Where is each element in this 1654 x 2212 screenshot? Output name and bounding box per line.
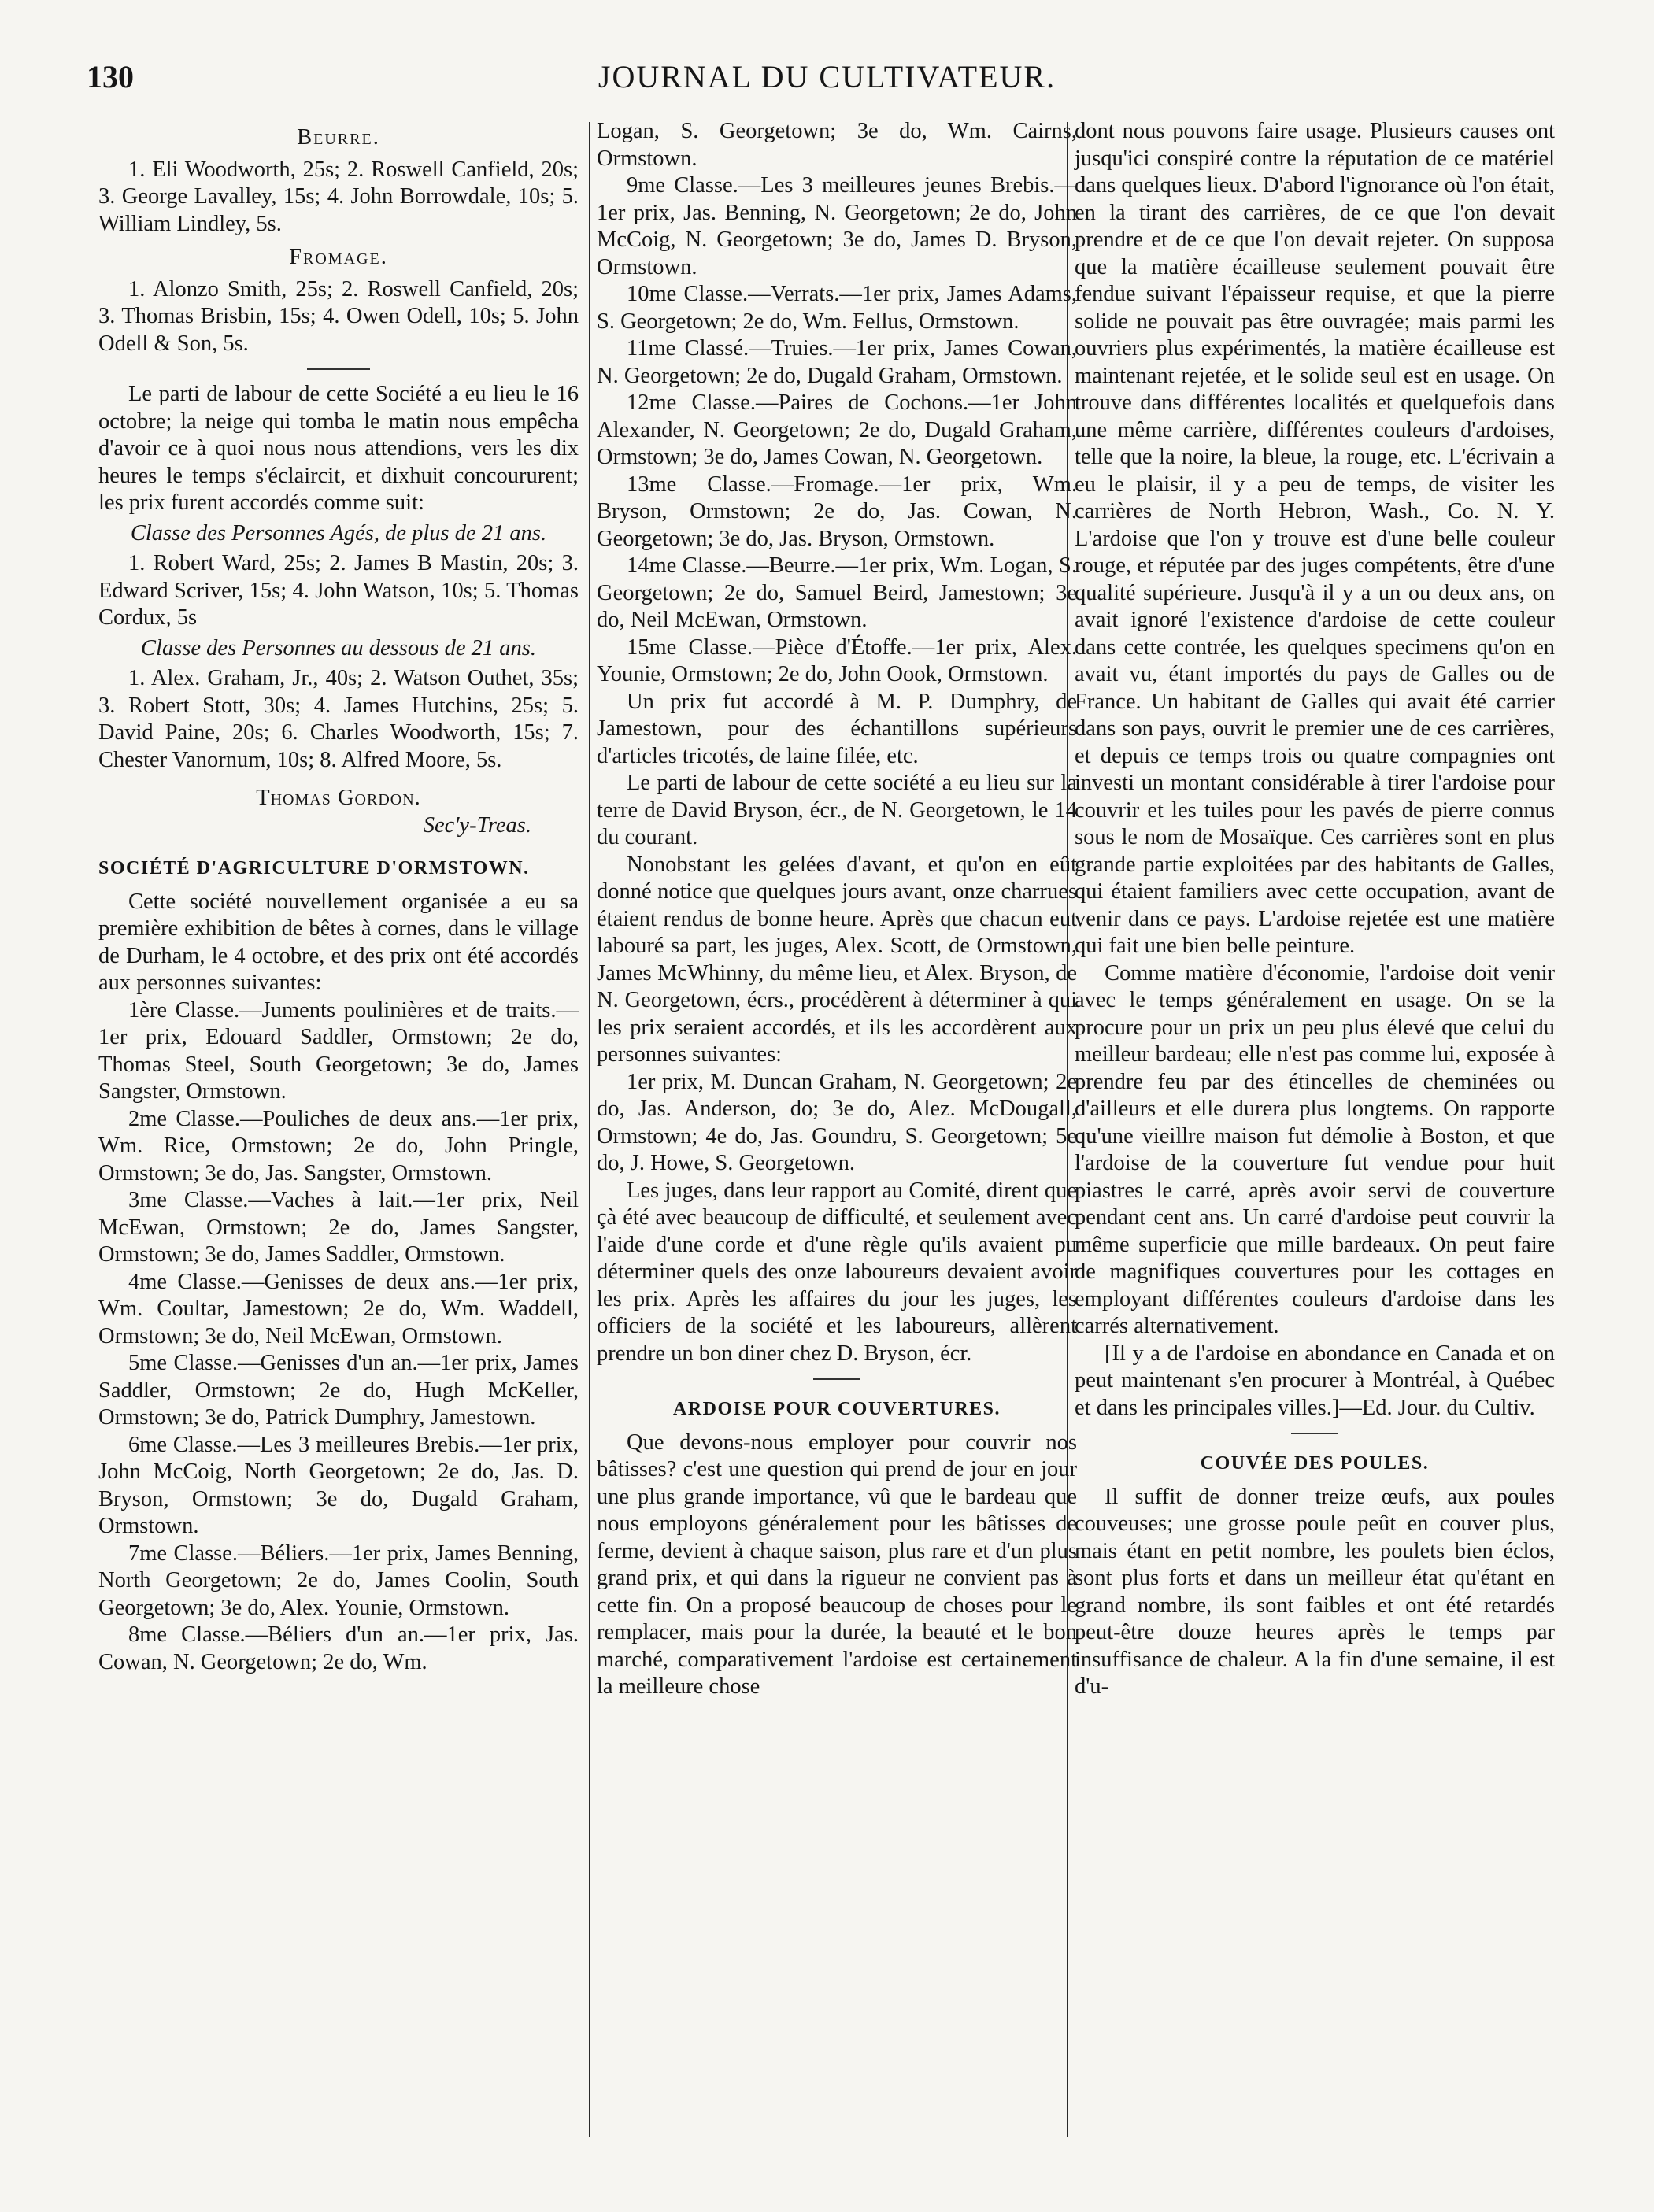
dumphry-prize: Un prix fut accordé à M. P. Dumphry, de Jamestown, pour des échantillons supérieurs d'articles tricotés, de laine filée, etc. bbox=[597, 689, 1077, 768]
class-young-list: 1. Alex. Graham, Jr., 40s; 2. Watson Outhet, 35s; 3. Robert Stott, 30s; 4. James Hutchins, 25s; 5. David Paine, 20s; 6. Charles Woodworth, 15s; 7. Chester Vanornum, 10s; 8. Alfred Moore, 5s. bbox=[98, 666, 579, 772]
column-rule-left bbox=[589, 122, 590, 2137]
class-aged-heading: Classe des Personnes Agés, de plus de 21 ans. bbox=[130, 520, 547, 546]
classe-5: 5me Classe.—Genisses d'un an.—1er prix, James Saddler, Ormstown; 2e do, Hugh McKeller, Ormstown; 3e do, Patrick Dumphry, Jamestown. bbox=[98, 1351, 579, 1430]
classe-4: 4me Classe.—Genisses de deux ans.—1er prix, Wm. Coultar, Jamestown; 2e do, Wm. Waddell, Ormstown; 3e do, Neil McEwan, Ormstown. bbox=[98, 1269, 579, 1348]
ardoise-heading: ARDOISE POUR COUVERTURES. bbox=[672, 1399, 1001, 1419]
nonobstant-paragraph: Nonobstant les gelées d'avant, et qu'on en eût donné notice que quelques jours avant, onze charrues étaient rendus de bonne heure. Après que chacun eut labouré sa part, les juges, Alex. Scott, de Ormstown, James McWhinny, du même lieu, et Alex. Bryson, de N. Georgetown, écrs., procédèrent à déterminer à qui les prix seraient accordés, et ils les accordèrent aux personnes suivantes: bbox=[597, 852, 1077, 1067]
classe-9: 9me Classe.—Les 3 meilleures jeunes Brebis.—1er prix, Jas. Benning, N. Georgetown; 2e do, John McCoig, N. Georgetown; 3e do, James D. Bryson, Ormstown. bbox=[597, 173, 1077, 279]
prix-list: 1er prix, M. Duncan Graham, N. Georgetown; 2e do, Jas. Anderson, do; 3e do, Alez. McDougall, Ormstown; 4e do, Jas. Goundru, S. Georgetown; 5e do, J. Howe, S. Georgetown. bbox=[597, 1069, 1077, 1175]
page-header bbox=[87, 58, 1567, 105]
classe-8-end: Logan, S. Georgetown; 3e do, Wm. Cairns, Ormstown. bbox=[597, 119, 1077, 171]
column-3 bbox=[1075, 118, 1555, 1701]
ardoise-paragraph-1: Que devons-nous employer pour couvrir nos bâtisses? c'est une question qui prend de jour en jour une plus grande importance, vû que le bardeau que nous employons généralement pour les bâtisses de ferme, devient à chaque saison, plus rare et d'un plus grand prix, et qui dans la rigueur ne convient pas à cette fin. On a proposé beaucoup de choses pour le remplacer, mais pour la durée, la beauté et le bon marché, comparativement l'ardoise est certainement la meilleure chose bbox=[597, 1430, 1077, 1699]
signature-title: Sec'y-Treas. bbox=[423, 812, 531, 838]
ardoise-paragraph-1-end: dont nous pouvons faire usage. Plusieurs causes ont jusqu'ici conspiré contre la réputation de ce matériel dans quelques lieux. D'abord l'ignorance où l'on était, en la tirant des carrières, de ce que l'on devait prendre et de ce que l'on devait rejeter. On supposa que la matière écailleuse seulement pouvait être fendue suivant l'épaisseur requise, et que la pierre solide ne pouvait pas être ouvragée; mais parmi les ouvriers plus expérimentés, la matière écailleuse est maintenant rejetée, et le solide seul est en usage. On trouve dans différentes localités et quelquefois dans une même carrière, différentes couleurs d'ardoises, telle que la noire, la bleue, la rouge, etc. L'écrivain a eu le plaisir, il y a peu de temps, de visiter les carrières de North Hebron, Wash., Co. N. Y. L'ardoise que l'on y trouve est d'une belle couleur rouge, et réputée par des juges compétents, être d'une qualité supérieure. Jusqu'à il y a un ou deux ans, on avait ignoré l'existence d'ardoise de cette couleur dans cette contrée, les quelques specimens qu'on en avait vu, étant importés du pays de Galles ou de France. Un habitant de Galles qui avait été carrier dans son pays, ouvrit le premier une de ces carrières, et depuis ce temps trois ou quatre compagnies ont investi un montant considérable à tirer l'ardoise pour couvrir et les tuiles pour les pavés de pierre connus sous le nom de Mosaïque. Ces carrières sont en plus grande partie exploitées par des habitants de Galles, qui étaient familiers avec cette occupation, avant de venir dans ce pays. L'ardoise rejetée est une matière qui fait une bien belle peinture. bbox=[1075, 119, 1555, 958]
classe-13: 13me Classe.—Fromage.—1er prix, Wm. Bryson, Ormstown; 2e do, Jas. Cowan, N. Georgetown; 3e do, Jas. Bryson, Ormstown. bbox=[597, 472, 1077, 551]
classe-14: 14me Classe.—Beurre.—1er prix, Wm. Logan, S. Georgetown; 2e do, Samuel Beird, Jamestown; 3e do, Neil McEwan, Ormstown. bbox=[597, 553, 1077, 632]
separator-rule bbox=[813, 1378, 860, 1380]
separator-rule bbox=[307, 368, 370, 370]
classe-3: 3me Classe.—Vaches à lait.—1er prix, Neil McEwan, Ormstown; 2e do, James Sangster, Ormstown; 3e do, James Saddler, Ormstown. bbox=[98, 1188, 579, 1267]
classe-10: 10me Classe.—Verrats.—1er prix, James Adams, S. Georgetown; 2e do, Wm. Fellus, Ormstown. bbox=[597, 282, 1077, 334]
classe-12: 12me Classe.—Paires de Cochons.—1er John Alexander, N. Georgetown; 2e do, Dugald Graham, Ormstown; 3e do, James Cowan, N. Georgetown. bbox=[597, 390, 1077, 469]
page-number: 130 bbox=[87, 59, 134, 94]
labour-paragraph: Le parti de labour de cette Société a eu lieu le 16 octobre; la neige qui tomba le matin nous empêcha d'avoir ce à quoi nous nous attendions, vers les dix heures le temps s'éclaircit, et dixhuit concoururent; les prix furent accordés comme suit: bbox=[98, 382, 579, 515]
classe-6: 6me Classe.—Les 3 meilleures Brebis.—1er prix, John McCoig, North Georgetown; 2e do, Jas. D. Bryson, Ormstown; 3e do, Dugald Graham, Ormstown. bbox=[98, 1432, 579, 1538]
labour-bryson: Le parti de labour de cette société a eu lieu sur la terre de David Bryson, écr., de N. Georgetown, le 14 du courant. bbox=[597, 771, 1077, 849]
ardoise-editor-note: [Il y a de l'ardoise en abondance en Canada et on peut maintenant s'en procurer à Montréal, à Québec et dans les principales villes.]—Ed. Jour. du Cultiv. bbox=[1075, 1341, 1555, 1420]
classe-2: 2me Classe.—Pouliches de deux ans.—1er prix, Wm. Rice, Ormstown; 2e do, John Pringle, Ormstown; 3e do, Jas. Sangster, Ormstown. bbox=[98, 1106, 579, 1186]
separator-rule bbox=[1291, 1433, 1338, 1434]
classe-15: 15me Classe.—Pièce d'Étoffe.—1er prix, Alex. Younie, Ormstown; 2e do, John Oook, Ormstown. bbox=[597, 634, 1077, 686]
column-2 bbox=[597, 118, 1077, 1701]
classe-1: 1ère Classe.—Juments poulinières et de traits.—1er prix, Edouard Saddler, Ormstown; 2e do, Thomas Steel, South Georgetown; 3e do, James Sangster, Ormstown. bbox=[98, 997, 579, 1104]
couvee-heading: COUVÉE DES POULES. bbox=[1200, 1453, 1430, 1474]
class-young-heading: Classe des Personnes au dessous de 21 ans. bbox=[141, 635, 536, 660]
ardoise-paragraph-2: Comme matière d'économie, l'ardoise doit venir avec le temps généralement en usage. On se la procure pour un prix un peu plus élevé que celui du meilleur bardeau; elle n'est pas comme lui, exposée à prendre feu par des étincelles de cheminées ou d'ailleurs et elle durera plus longtems. On rapporte qu'une vieillre maison fut démolie à Boston, et que l'ardoise de la couverture fut vendue pour huit piastres le carré, après avoir servi de couverture pendant cent ans. Un carré d'ardoise peut couvrir la même superficie que mille bardeaux. On peut faire de magnifiques couvertures pour les cottages en employant différentes couleurs d'ardoise dans les carrés alternativement. bbox=[1075, 960, 1555, 1338]
fromage-heading: Fromage. bbox=[289, 245, 388, 269]
class-aged-list: 1. Robert Ward, 25s; 2. James B Mastin, 20s; 3. Edward Scriver, 15s; 4. John Watson, 10s; 5. Thomas Cordux, 5s bbox=[98, 551, 579, 630]
column-1 bbox=[98, 118, 579, 1676]
classe-8-start: 8me Classe.—Béliers d'un an.—1er prix, Jas. Cowan, N. Georgetown; 2e do, Wm. bbox=[98, 1622, 579, 1674]
classe-7: 7me Classe.—Béliers.—1er prix, James Benning, North Georgetown; 2e do, James Coolin, South Georgetown; 3e do, Alex. Younie, Ormstown. bbox=[98, 1541, 579, 1620]
classe-11: 11me Classé.—Truies.—1er prix, James Cowan, N. Georgetown; 2e do, Dugald Graham, Ormstown. bbox=[597, 336, 1077, 388]
ormstown-heading: SOCIÉTÉ D'AGRICULTURE D'ORMSTOWN. bbox=[98, 858, 530, 879]
ormstown-intro: Cette société nouvellement organisée a eu sa première exhibition de bêtes à cornes, dans le village de Durham, le 4 octobre, et des prix ont été accordés aux personnes suivantes: bbox=[98, 889, 579, 995]
beurre-heading: Beurre. bbox=[297, 125, 380, 150]
signature-name: Thomas Gordon. bbox=[256, 786, 421, 810]
couvee-paragraph-1: Il suffit de donner treize œufs, aux poules couveuses; une grosse poule peût en couver plus, mais étant en petit nombre, les poulets bien éclos, sont plus forts et dans un meilleur état qu'étant en grand nombre, ils sont faibles et ont été retardés peut-être douze heures après le temps par insuffisance de chaleur. A la fin d'une semaine, il est d'u- bbox=[1075, 1484, 1555, 1699]
fromage-list: 1. Alonzo Smith, 25s; 2. Roswell Canfield, 20s; 3. Thomas Brisbin, 15s; 4. Owen Odell, 10s; 5. John Odell & Son, 5s. bbox=[98, 276, 579, 356]
beurre-list: 1. Eli Woodworth, 25s; 2. Roswell Canfield, 20s; 3. George Lavalley, 15s; 4. John Borrowdale, 10s; 5. William Lindley, 5s. bbox=[98, 157, 579, 236]
running-title: JOURNAL DU CULTIVATEUR. bbox=[598, 59, 1056, 94]
juges-paragraph: Les juges, dans leur rapport au Comité, dirent que çà été avec beaucoup de difficulté, et seulement avec l'aide d'une corde et d'une règle qu'ils avaient pu déterminer quels des onze laboureurs devaient avoir les prix. Après les affaires du jour les juges, les officiers de la société et les laboureurs, allèrent prendre un bon diner chez D. Bryson, écr. bbox=[597, 1178, 1077, 1366]
